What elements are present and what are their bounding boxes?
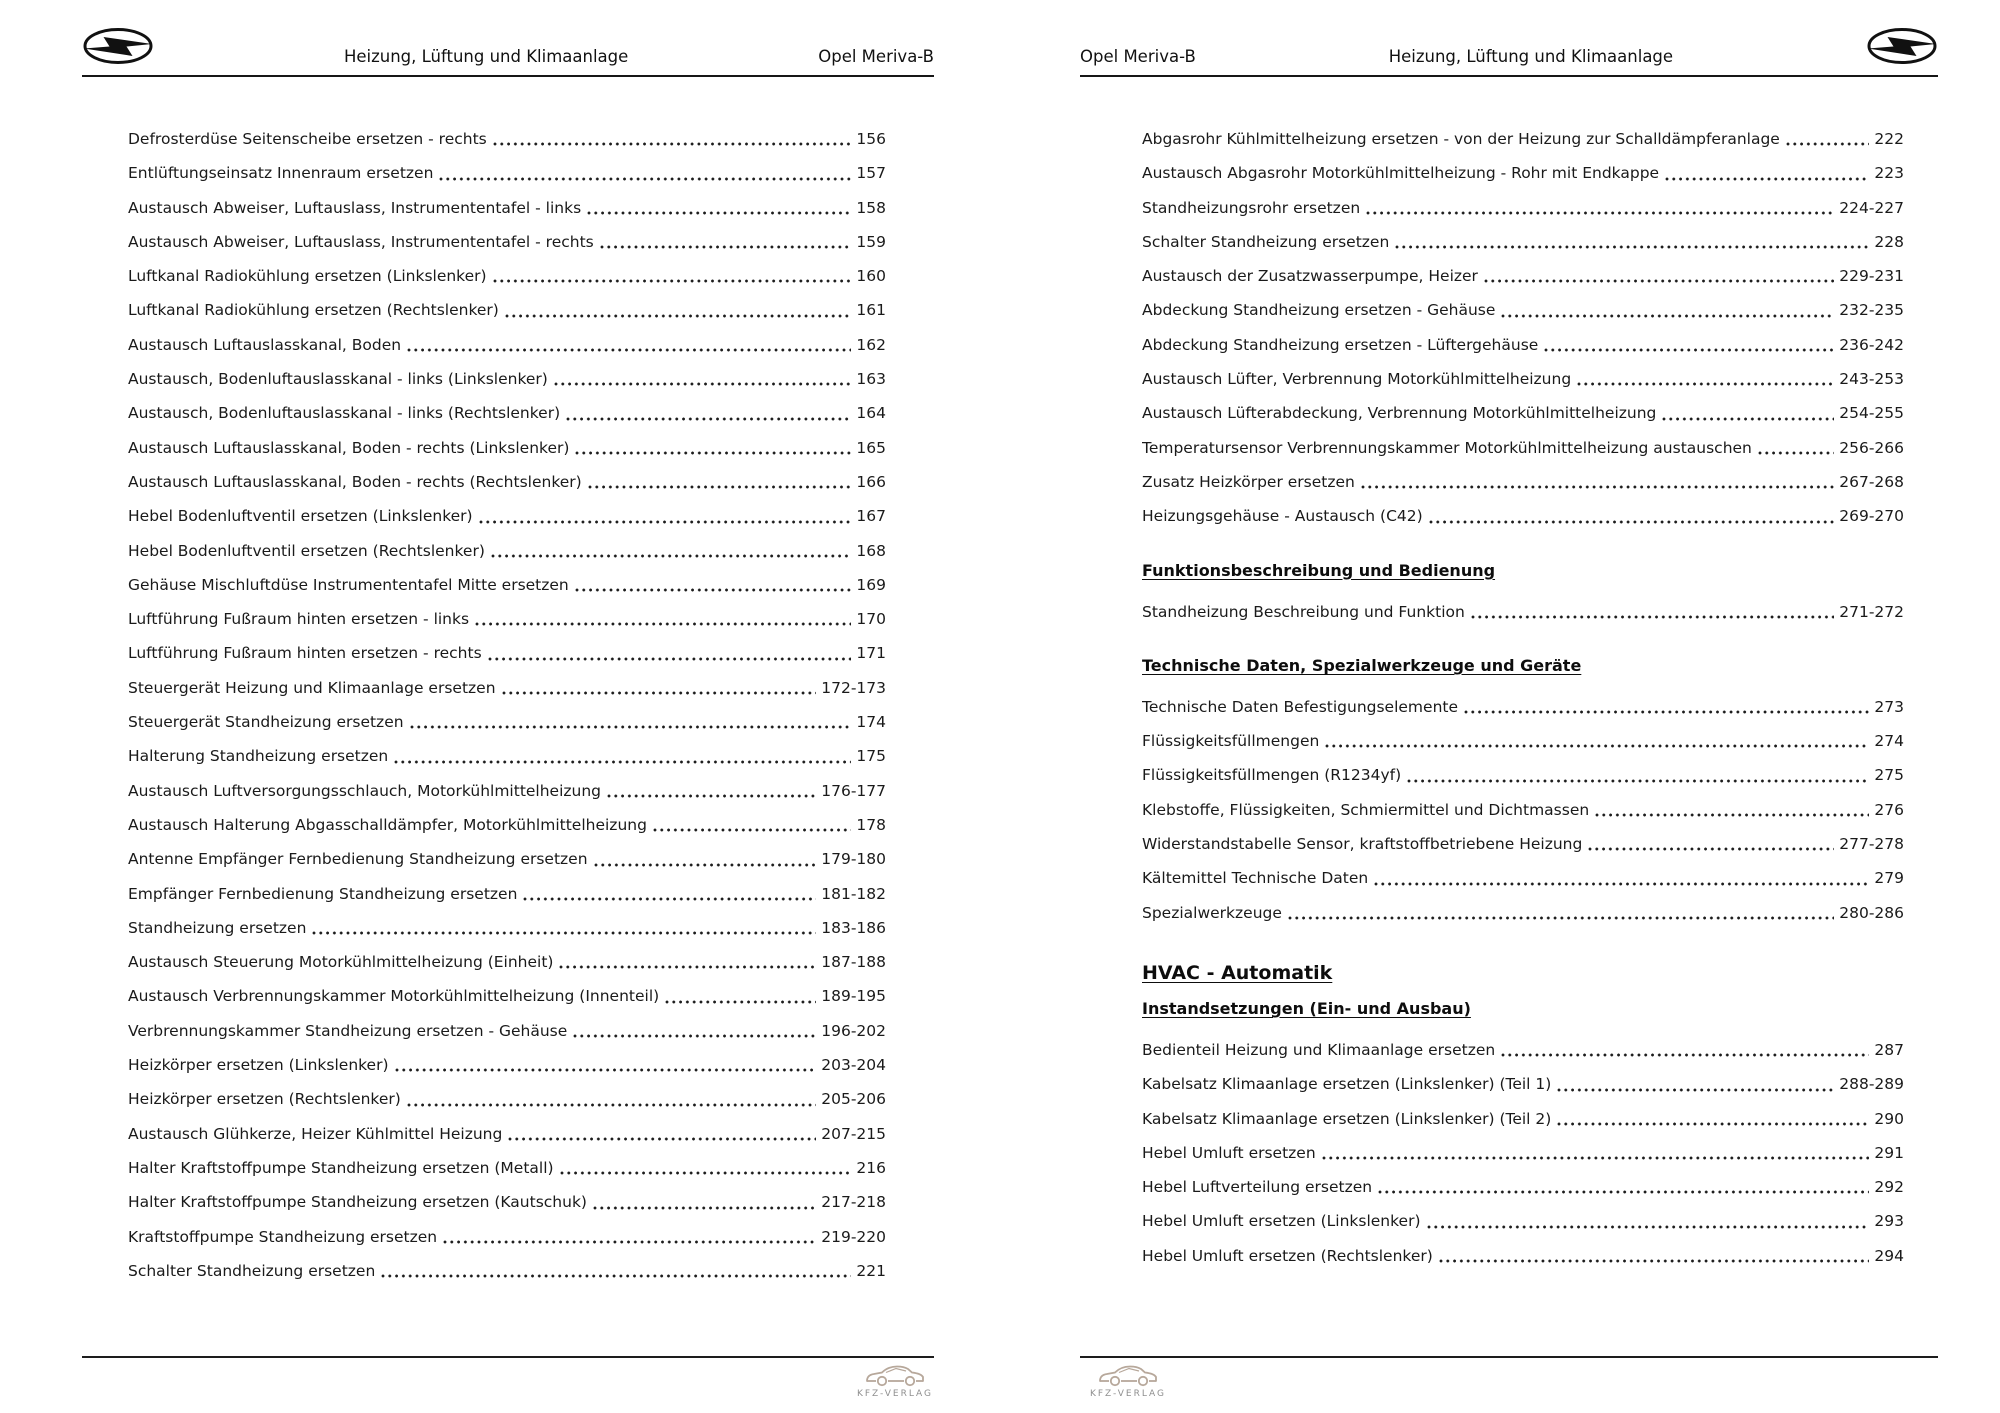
toc-entry-page: 217-218	[821, 1193, 886, 1212]
toc-entry-page: 232-235	[1839, 301, 1904, 320]
toc-entry-label: Austausch Halterung Abgasschalldämpfer, Motorkühlmittelheizung	[128, 815, 647, 834]
toc-entry-label: Standheizung Beschreibung und Funktion	[1142, 602, 1465, 621]
toc-leader-dots	[594, 863, 817, 867]
toc-entry-page: 187-188	[821, 953, 886, 972]
toc-entry-row	[128, 568, 886, 602]
toc-entry-page: 216	[856, 1158, 886, 1177]
toc-entry-row	[1142, 827, 1904, 861]
toc-entry-label: Abgasrohr Kühlmittelheizung ersetzen - von der Heizung zur Schalldämpferanlage	[1142, 130, 1780, 148]
footer-rule	[82, 1356, 934, 1358]
toc-leader-dots	[1557, 1122, 1869, 1126]
toc-leader-dots	[1464, 710, 1869, 714]
toc-entry-label: Hebel Bodenluftventil ersetzen (Rechtslenker)	[128, 541, 485, 560]
toc-leader-dots	[575, 588, 852, 592]
toc-leader-dots	[395, 1068, 817, 1072]
toc-entry-page: 223	[1874, 164, 1904, 183]
toc-entry-label: Schalter Standheizung ersetzen	[128, 1261, 376, 1280]
toc-entry-page: 161	[856, 301, 886, 320]
toc-entry-label: Kältemittel Technische Daten	[1142, 869, 1369, 888]
toc-leader-dots	[1786, 142, 1870, 146]
toc-entry-label: Austausch Steuerung Motorkühlmittelheizung (Einheit)	[128, 953, 554, 972]
toc-leader-dots	[439, 177, 851, 181]
toc-entry-row	[1142, 362, 1904, 396]
toc-leader-dots	[493, 142, 852, 146]
toc-entry-page: 221	[856, 1261, 886, 1280]
toc-entry-row	[128, 499, 886, 533]
toc-entry-row	[1142, 499, 1904, 533]
section-heading: Funktionsbeschreibung und Bedienung	[1142, 560, 1496, 580]
toc-leader-dots	[491, 554, 852, 558]
toc-leader-dots	[1484, 279, 1834, 283]
toc-entry-label: Luftkanal Radiokühlung ersetzen (Linkslenker)	[128, 267, 487, 286]
toc-leader-dots	[381, 1274, 851, 1278]
toc-entry-row	[128, 465, 886, 499]
toc-leader-dots	[573, 1034, 816, 1038]
publisher-logo	[1086, 1362, 1170, 1399]
toc-leader-dots	[559, 965, 816, 969]
toc-leader-dots	[394, 760, 851, 764]
toc-entry-page: 279	[1874, 869, 1904, 888]
toc-entry-label: Hebel Luftverteilung ersetzen	[1142, 1178, 1373, 1197]
toc-leader-dots	[1439, 1259, 1870, 1263]
toc-entry-page: 170	[856, 610, 886, 629]
toc-entry-row	[1142, 861, 1904, 895]
toc-entry-label: Luftkanal Radiokühlung ersetzen (Rechtslenker)	[128, 301, 499, 320]
toc-entry-row	[128, 636, 886, 670]
toc-entry-label: Entlüftungseinsatz Innenraum ersetzen	[128, 164, 434, 183]
toc-entry-page: 183-186	[821, 918, 886, 937]
toc-entry-label: Standheizung ersetzen	[128, 918, 307, 937]
toc-entry-label: Widerstandstabelle Sensor, kraftstoffbetriebene Heizung	[1142, 835, 1583, 854]
toc-entry-row	[128, 1254, 886, 1288]
toc-leader-dots	[505, 314, 852, 318]
toc-entry-label: Abdeckung Standheizung ersetzen - Gehäuse	[1142, 301, 1496, 320]
toc-entry-label: Austausch Luftauslasskanal, Boden - rechts (Rechtslenker)	[128, 472, 582, 491]
header-chapter-title: Heizung, Lüftung und Klimaanlage	[1388, 47, 1674, 66]
toc-leader-dots	[1501, 1053, 1869, 1057]
toc-entry-page: 164	[856, 404, 886, 423]
toc-entry-label: Zusatz Heizkörper ersetzen	[1142, 472, 1355, 491]
toc-leader-dots	[600, 245, 852, 249]
toc-entry-row	[1142, 1102, 1904, 1136]
toc-leader-dots	[593, 1206, 816, 1210]
toc-leader-dots	[493, 279, 852, 283]
toc-entry-page: 169	[856, 575, 886, 594]
toc-leader-dots	[523, 897, 816, 901]
toc-entry-label: Austausch Luftauslasskanal, Boden - rechts (Linkslenker)	[128, 438, 570, 457]
toc-entry-page: 176-177	[821, 781, 886, 800]
toc-entry-row	[128, 705, 886, 739]
toc-entry-row	[128, 534, 886, 568]
toc-entry-label: Halter Kraftstoffpumpe Standheizung ersetzen (Metall)	[128, 1158, 554, 1177]
toc-entry-page: 179-180	[821, 850, 886, 869]
toc-entry-row	[1142, 896, 1904, 930]
toc-entry-label: Antenne Empfänger Fernbedienung Standheizung ersetzen	[128, 850, 588, 869]
toc-entry-page: 172-173	[821, 678, 886, 697]
toc-entry-label: Hebel Umluft ersetzen (Rechtslenker)	[1142, 1246, 1433, 1265]
right-page-header	[1080, 26, 1938, 77]
section-heading: HVAC - Automatik	[1142, 961, 1333, 984]
toc-entry-label: Defrosterdüse Seitenscheibe ersetzen - rechts	[128, 130, 487, 148]
toc-entry-row	[1142, 595, 1904, 629]
toc-entry-page: 158	[856, 198, 886, 217]
toc-entry-label: Austausch Abgasrohr Motorkühlmittelheizung - Rohr mit Endkappe	[1142, 164, 1660, 183]
toc-entry-row	[128, 739, 886, 773]
toc-entry-row	[1142, 1204, 1904, 1238]
toc-leader-dots	[1427, 1225, 1870, 1229]
toc-entry-label: Kraftstoffpumpe Standheizung ersetzen	[128, 1227, 438, 1246]
toc-entry-label: Steuergerät Heizung und Klimaanlage ersetzen	[128, 678, 496, 697]
toc-entry-page: 229-231	[1839, 267, 1904, 286]
toc-entry-row	[128, 945, 886, 979]
toc-entry-page: 224-227	[1839, 198, 1904, 217]
toc-entry-page: 160	[856, 267, 886, 286]
car-icon	[863, 1362, 927, 1388]
toc-entry-label: Halter Kraftstoffpumpe Standheizung ersetzen (Kautschuk)	[128, 1193, 587, 1212]
toc-entry-row	[128, 362, 886, 396]
toc-entry-row	[128, 259, 886, 293]
toc-entry-label: Austausch Lüfter, Verbrennung Motorkühlmittelheizung	[1142, 370, 1572, 389]
toc-entry-page: 236-242	[1839, 335, 1904, 354]
toc-entry-row	[1142, 465, 1904, 499]
toc-leader-dots	[1588, 847, 1834, 851]
toc-entry-page: 162	[856, 335, 886, 354]
toc-entry-page: 159	[856, 232, 886, 251]
toc-entry-page: 167	[856, 507, 886, 526]
toc-entry-row	[128, 191, 886, 225]
toc-leader-dots	[587, 211, 851, 215]
toc-entry-label: Austausch Luftversorgungsschlauch, Motorkühlmittelheizung	[128, 781, 602, 800]
toc-entry-row	[1142, 690, 1904, 724]
toc-leader-dots	[479, 520, 852, 524]
toc-entry-row	[128, 671, 886, 705]
toc-entry-row	[1142, 191, 1904, 225]
toc-entry-label: Bedienteil Heizung und Klimaanlage ersetzen	[1142, 1040, 1496, 1059]
toc-entry-label: Austausch, Bodenluftauslasskanal - links (Linkslenker)	[128, 370, 548, 389]
toc-entry-row	[128, 225, 886, 259]
toc-entry-page: 181-182	[821, 884, 886, 903]
toc-entry-row	[128, 877, 886, 911]
toc-entry-page: 254-255	[1839, 404, 1904, 423]
toc-entry-label: Flüssigkeitsfüllmengen (R1234yf)	[1142, 766, 1402, 785]
toc-entry-page: 256-266	[1839, 438, 1904, 457]
toc-entry-row	[128, 911, 886, 945]
toc-leader-dots	[312, 931, 816, 935]
toc-entry-page: 168	[856, 541, 886, 560]
toc-leader-dots	[1288, 916, 1834, 920]
toc-entry-page: 171	[856, 644, 886, 663]
toc-entry-page: 271-272	[1839, 602, 1904, 621]
toc-entry-page: 196-202	[821, 1021, 886, 1040]
toc-entry-label: Abdeckung Standheizung ersetzen - Lüftergehäuse	[1142, 335, 1539, 354]
toc-entry-row	[1142, 793, 1904, 827]
toc-entry-label: Halterung Standheizung ersetzen	[128, 747, 389, 766]
toc-entry-page: 205-206	[821, 1090, 886, 1109]
toc-entry-page: 288-289	[1839, 1075, 1904, 1094]
toc-leader-dots	[407, 1103, 816, 1107]
toc-leader-dots	[566, 417, 851, 421]
toc-entry-label: Hebel Umluft ersetzen	[1142, 1143, 1316, 1162]
toc-entry-page: 294	[1874, 1246, 1904, 1265]
toc-entry-page: 269-270	[1839, 507, 1904, 526]
toc-leader-dots	[1395, 245, 1869, 249]
toc-entry-page: 293	[1874, 1212, 1904, 1231]
toc-entry-page: 174	[856, 713, 886, 732]
toc-entry-row	[128, 1014, 886, 1048]
toc-list-left	[128, 122, 886, 1288]
publisher-name: KFZ-VERLAG	[1089, 1389, 1167, 1399]
toc-entry-label: Hebel Bodenluftventil ersetzen (Linkslenker)	[128, 507, 473, 526]
car-icon	[1096, 1362, 1160, 1388]
toc-entry-label: Austausch Luftauslasskanal, Boden	[128, 335, 402, 354]
toc-entry-label: Austausch, Bodenluftauslasskanal - links (Rechtslenker)	[128, 404, 561, 423]
toc-leader-dots	[1577, 382, 1834, 386]
toc-leader-dots	[1471, 615, 1834, 619]
toc-entry-page: 189-195	[821, 987, 886, 1006]
toc-entry-page: 156	[856, 130, 886, 148]
page-right	[1000, 0, 2000, 1413]
toc-entry-row	[1142, 1033, 1904, 1067]
toc-entry-label: Hebel Umluft ersetzen (Linkslenker)	[1142, 1212, 1421, 1231]
toc-leader-dots	[502, 691, 817, 695]
toc-entry-row	[128, 396, 886, 430]
toc-entry-page: 175	[856, 747, 886, 766]
toc-entry-row	[1142, 328, 1904, 362]
toc-entry-label: Temperatursensor Verbrennungskammer Motorkühlmittelheizung austauschen	[1142, 438, 1752, 457]
toc-leader-dots	[1361, 485, 1834, 489]
toc-entry-label: Flüssigkeitsfüllmengen	[1142, 732, 1320, 751]
toc-entry-page: 287	[1874, 1040, 1904, 1059]
toc-entry-row	[128, 979, 886, 1013]
publisher-name: KFZ-VERLAG	[856, 1389, 934, 1399]
toc-entry-label: Austausch Abweiser, Luftauslass, Instrumententafel - links	[128, 198, 582, 217]
toc-leader-dots	[407, 348, 851, 352]
toc-entry-row	[128, 122, 886, 156]
toc-entry-row	[1142, 724, 1904, 758]
toc-leader-dots	[575, 451, 851, 455]
toc-entry-label: Steuergerät Standheizung ersetzen	[128, 713, 404, 732]
toc-entry-page: 277-278	[1839, 835, 1904, 854]
toc-entry-row	[1142, 396, 1904, 430]
header-chapter-title: Heizung, Lüftung und Klimaanlage	[343, 47, 629, 66]
toc-entry-label: Heizkörper ersetzen (Rechtslenker)	[128, 1090, 401, 1109]
toc-entry-row	[128, 602, 886, 636]
toc-leader-dots	[1662, 417, 1834, 421]
toc-entry-row	[128, 1185, 886, 1219]
footer-rule	[1080, 1356, 1938, 1358]
toc-entry-label: Austausch Glühkerze, Heizer Kühlmittel Heizung	[128, 1124, 503, 1143]
toc-entry-row	[128, 293, 886, 327]
toc-entry-page: 292	[1874, 1178, 1904, 1197]
toc-entry-page: 163	[856, 370, 886, 389]
toc-entry-row	[128, 1151, 886, 1185]
toc-leader-dots	[1758, 451, 1834, 455]
toc-leader-dots	[475, 622, 851, 626]
toc-leader-dots	[1501, 314, 1834, 318]
toc-entry-page: 280-286	[1839, 903, 1904, 922]
toc-leader-dots	[1322, 1156, 1870, 1160]
header-model-name: Opel Meriva-B	[1080, 47, 1196, 66]
toc-entry-page: 275	[1874, 766, 1904, 785]
toc-leader-dots	[1429, 520, 1835, 524]
toc-entry-label: Schalter Standheizung ersetzen	[1142, 232, 1390, 251]
toc-entry-row	[128, 1082, 886, 1116]
toc-leader-dots	[410, 725, 852, 729]
toc-entry-row	[128, 774, 886, 808]
toc-entry-row	[1142, 431, 1904, 465]
toc-entry-label: Austausch Lüfterabdeckung, Verbrennung Motorkühlmittelheizung	[1142, 404, 1657, 423]
toc-entry-page: 290	[1874, 1109, 1904, 1128]
toc-entry-label: Kabelsatz Klimaanlage ersetzen (Linkslenker) (Teil 1)	[1142, 1075, 1552, 1094]
toc-entry-row	[128, 842, 886, 876]
toc-entry-page: 291	[1874, 1143, 1904, 1162]
opel-logo-icon	[82, 26, 154, 66]
toc-leader-dots	[588, 485, 852, 489]
toc-leader-dots	[607, 794, 816, 798]
toc-entry-page: 274	[1874, 732, 1904, 751]
toc-entry-page: 203-204	[821, 1056, 886, 1075]
toc-entry-row	[1142, 293, 1904, 327]
toc-entry-row	[1142, 156, 1904, 190]
toc-entry-page: 267-268	[1839, 472, 1904, 491]
toc-entry-label: Kabelsatz Klimaanlage ersetzen (Linkslenker) (Teil 2)	[1142, 1109, 1552, 1128]
toc-leader-dots	[560, 1171, 852, 1175]
toc-entry-row	[128, 431, 886, 465]
toc-entry-label: Standheizungsrohr ersetzen	[1142, 198, 1361, 217]
toc-entry-row	[128, 1117, 886, 1151]
toc-entry-page: 273	[1874, 697, 1904, 716]
toc-leader-dots	[1665, 177, 1869, 181]
toc-leader-dots	[1407, 779, 1869, 783]
toc-entry-page: 157	[856, 164, 886, 183]
toc-leader-dots	[1595, 813, 1869, 817]
toc-entry-label: Austausch Verbrennungskammer Motorkühlmittelheizung (Innenteil)	[128, 987, 660, 1006]
toc-entry-page: 166	[856, 472, 886, 491]
toc-entry-label: Verbrennungskammer Standheizung ersetzen - Gehäuse	[128, 1021, 568, 1040]
opel-logo-icon	[1866, 26, 1938, 66]
toc-entry-page: 228	[1874, 232, 1904, 251]
toc-leader-dots	[488, 657, 852, 661]
publisher-logo	[853, 1362, 937, 1399]
toc-leader-dots	[1374, 882, 1869, 886]
header-model-name: Opel Meriva-B	[818, 47, 934, 66]
toc-entry-label: Empfänger Fernbedienung Standheizung ersetzen	[128, 884, 518, 903]
toc-leader-dots	[1325, 744, 1869, 748]
toc-entry-row	[1142, 758, 1904, 792]
toc-entry-row	[128, 1220, 886, 1254]
toc-entry-row	[1142, 1136, 1904, 1170]
section-heading: Instandsetzungen (Ein- und Ausbau)	[1142, 998, 1471, 1018]
toc-entry-page: 178	[856, 815, 886, 834]
toc-entry-page: 222	[1874, 130, 1904, 148]
toc-entry-label: Austausch Abweiser, Luftauslass, Instrumententafel - rechts	[128, 232, 594, 251]
toc-entry-page: 207-215	[821, 1124, 886, 1143]
toc-entry-label: Heizungsgehäuse - Austausch (C42)	[1142, 507, 1423, 526]
toc-entry-row	[1142, 122, 1904, 156]
toc-entry-row	[128, 808, 886, 842]
toc-entry-label: Luftführung Fußraum hinten ersetzen - rechts	[128, 644, 482, 663]
toc-entry-page: 219-220	[821, 1227, 886, 1246]
toc-leader-dots	[443, 1240, 816, 1244]
left-page-header	[82, 26, 934, 77]
toc-leader-dots	[1366, 211, 1834, 215]
toc-list-right	[1142, 122, 1904, 1273]
toc-leader-dots	[1378, 1190, 1869, 1194]
toc-leader-dots	[653, 828, 851, 832]
toc-entry-page: 243-253	[1839, 370, 1904, 389]
toc-entry-label: Heizkörper ersetzen (Linkslenker)	[128, 1056, 389, 1075]
toc-entry-row	[128, 156, 886, 190]
toc-entry-row	[1142, 1067, 1904, 1101]
toc-entry-label: Spezialwerkzeuge	[1142, 903, 1282, 922]
toc-entry-label: Austausch der Zusatzwasserpumpe, Heizer	[1142, 267, 1478, 286]
toc-entry-row	[1142, 1170, 1904, 1204]
section-heading: Technische Daten, Spezialwerkzeuge und Geräte	[1142, 655, 1582, 675]
toc-leader-dots	[665, 1000, 816, 1004]
toc-entry-row	[128, 328, 886, 362]
toc-entry-page: 276	[1874, 800, 1904, 819]
toc-entry-label: Technische Daten Befestigungselemente	[1142, 697, 1459, 716]
toc-entry-label: Klebstoffe, Flüssigkeiten, Schmiermittel und Dichtmassen	[1142, 800, 1590, 819]
toc-entry-label: Gehäuse Mischluftdüse Instrumententafel Mitte ersetzen	[128, 575, 569, 594]
toc-leader-dots	[1557, 1088, 1834, 1092]
toc-leader-dots	[508, 1137, 816, 1141]
toc-entry-page: 165	[856, 438, 886, 457]
toc-entry-row	[1142, 225, 1904, 259]
toc-entry-row	[128, 1048, 886, 1082]
toc-entry-row	[1142, 259, 1904, 293]
toc-entry-row	[1142, 1239, 1904, 1273]
toc-leader-dots	[554, 382, 852, 386]
toc-leader-dots	[1544, 348, 1834, 352]
toc-entry-label: Luftführung Fußraum hinten ersetzen - links	[128, 610, 470, 629]
